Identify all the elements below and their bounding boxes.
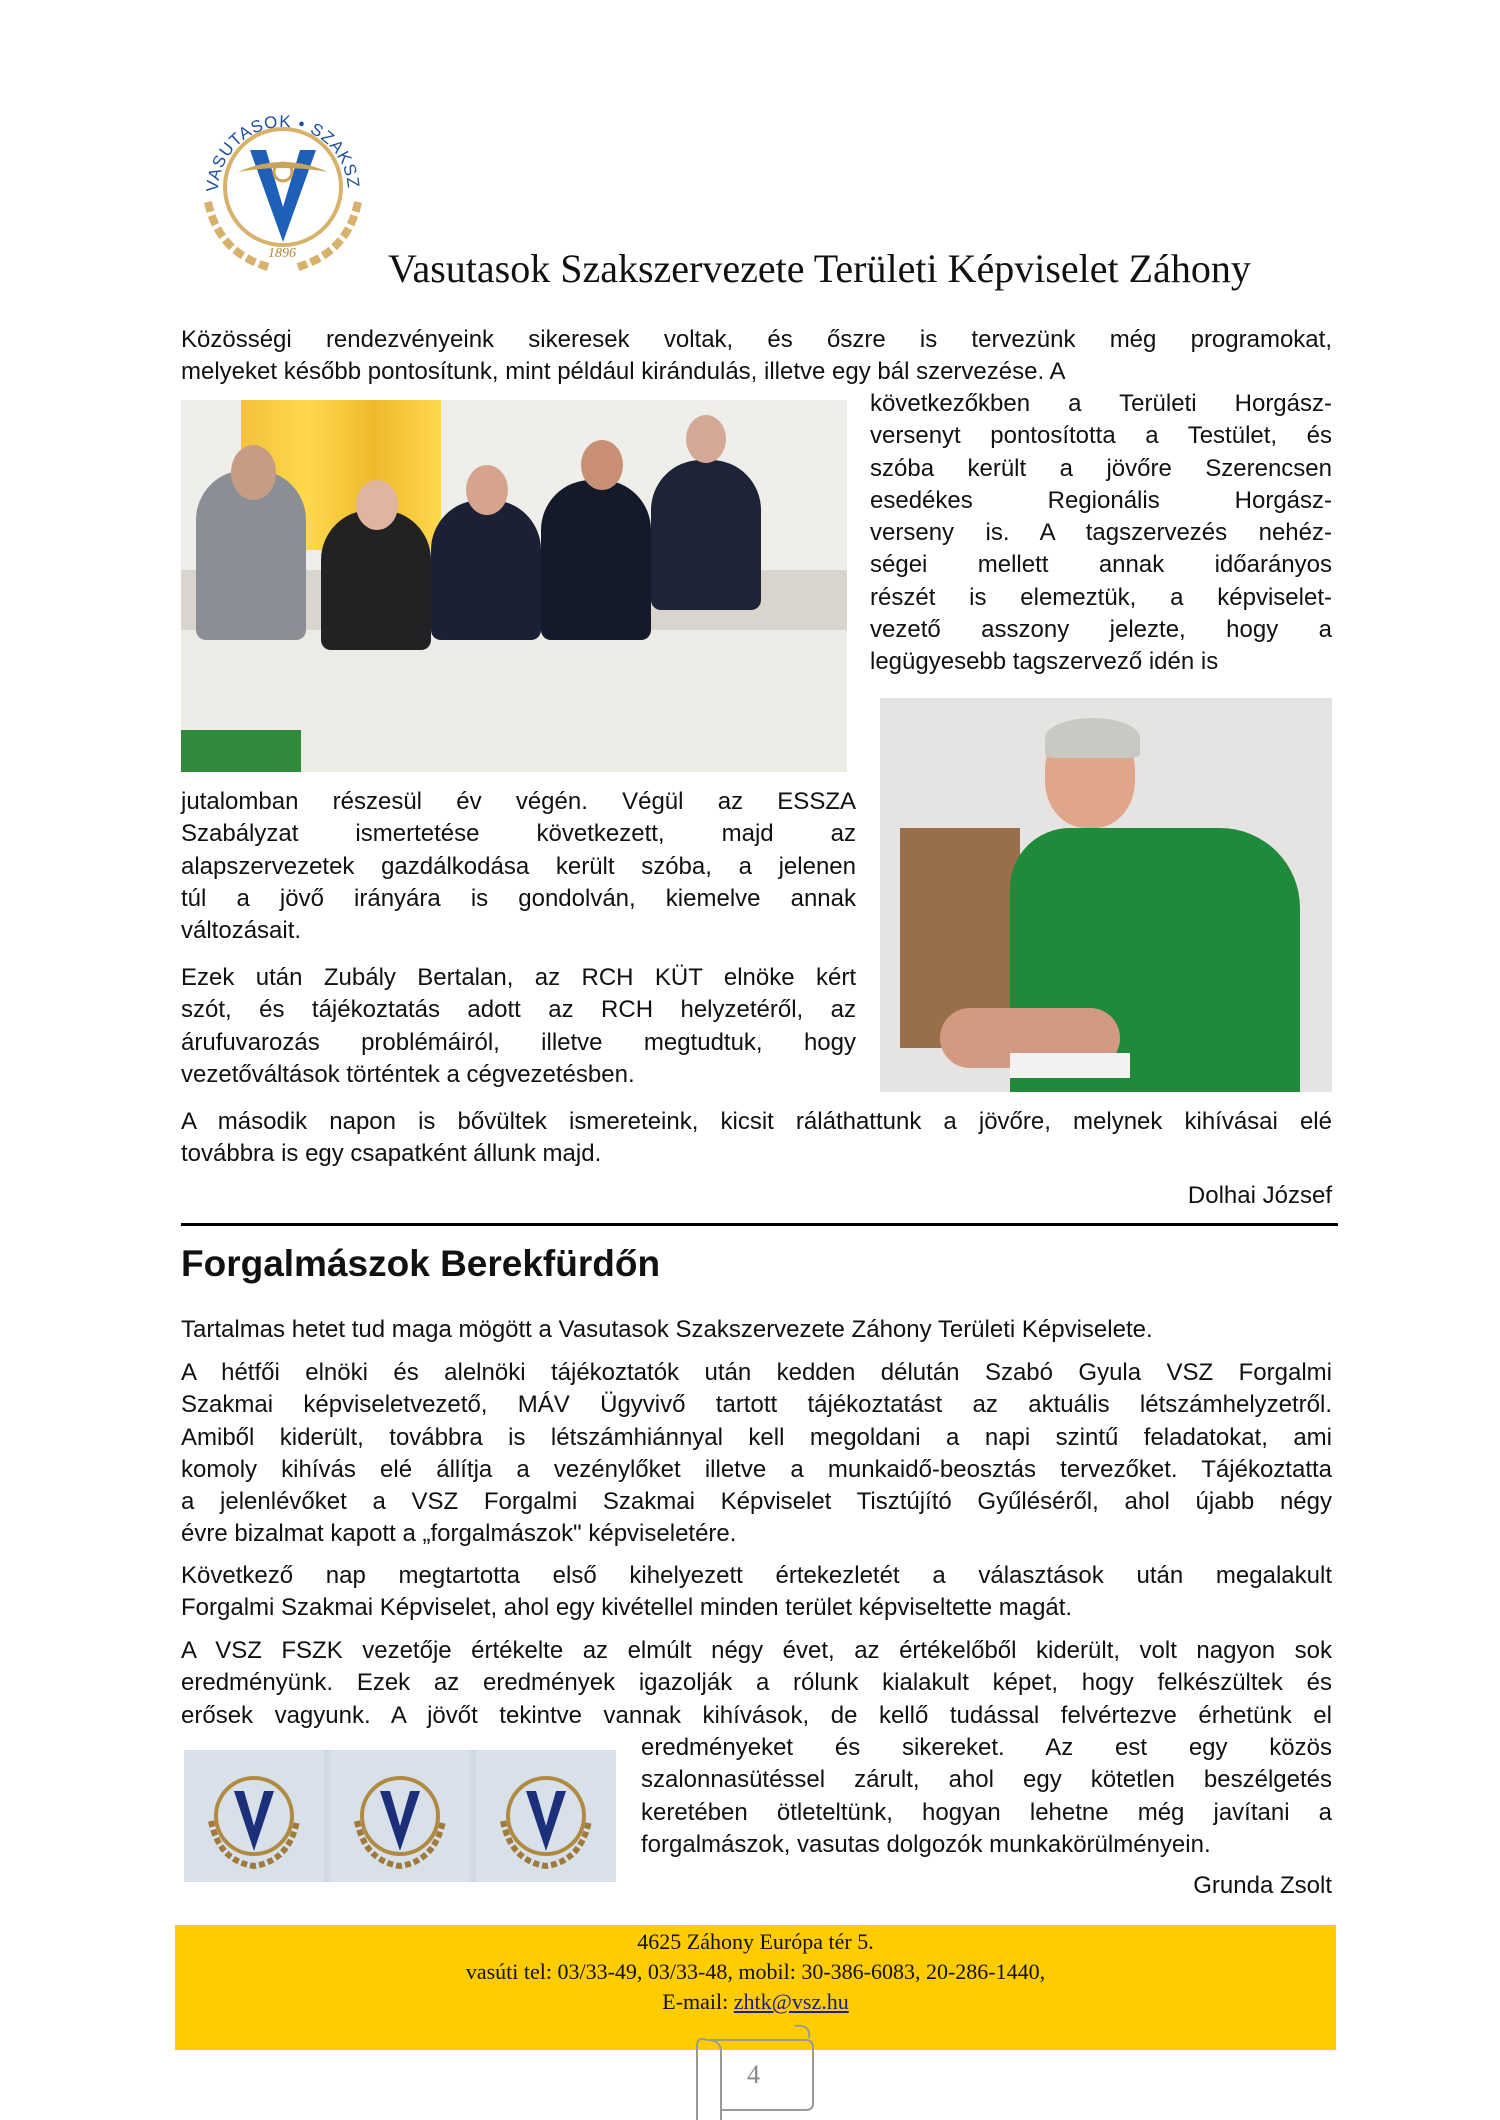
text-line: eredményeket és sikereket. Az est egy közös <box>641 1734 1332 1761</box>
text-line: túl a jövő irányára is gondolván, kiemelve annak <box>181 884 856 912</box>
speaker-photo <box>880 698 1332 1092</box>
flag-logo <box>330 1750 470 1882</box>
text-line: versenyt pontosította a Testület, és <box>870 422 1332 450</box>
text-line: Forgalmi Szakmai Képviselet, ahol egy kivétellel minden terület képviseltette magát. <box>181 1594 1073 1622</box>
text-line: Amiből kiderült, továbbra is létszámhiánnyal kell megoldani a napi szintű feladatokat, ami <box>181 1423 1332 1451</box>
text-line: komoly kihívás elé állítja a vezénylőket illetve a munkaidő-beosztás tervezőket. Tájékoztatta <box>181 1455 1332 1483</box>
text-line: évre bizalmat kapott a „forgalmászok" képviseletére. <box>181 1520 737 1548</box>
article1-author: Dolhai József <box>1187 1182 1332 1209</box>
article2-author: Grunda Zsolt <box>1193 1872 1332 1899</box>
text-line: Ezek után Zubály Bertalan, az RCH KÜT elnöke kért <box>181 964 856 991</box>
svg-text:VASUTASOK • SZAKSZERVEZETE: VASUTASOK • SZAKSZ <box>202 111 364 193</box>
text-line: Következő nap megtartotta első kihelyezett értekezletét a választások után megalakult <box>181 1562 1332 1589</box>
text-line: forgalmászok, vasutas dolgozók munkakörülményein. <box>641 1830 1211 1858</box>
text-line: A VSZ FSZK vezetője értékelte az elmúlt négy évet, az értékelőből kiderült, volt nagyon sok <box>181 1637 1332 1664</box>
footer-email-link[interactable]: zhtk@vsz.hu <box>733 1989 849 2014</box>
article2-heading: Forgalmászok Berekfürdőn <box>181 1243 661 1284</box>
text-line: alapszervezetek gazdálkodása került szóba, a jelenen <box>181 852 856 880</box>
text-line: erősek vagyunk. A jövőt tekintve vannak kihívások, de kellő tudással felvértezve érhetünk el <box>181 1701 1332 1729</box>
meeting-photo <box>181 400 847 772</box>
svg-text:1896: 1896 <box>268 246 296 261</box>
article1-right-column <box>870 388 1332 679</box>
text-line: szóba került a jövőre Szerencsen <box>870 454 1332 482</box>
footer-email-line <box>175 1987 1336 2017</box>
article1-closing <box>181 1106 1332 1171</box>
text-line: szalonnasütéssel zárult, ahol egy kötetlen beszélgetés <box>641 1766 1332 1794</box>
article2-paragraph-1 <box>181 1314 1332 1346</box>
article2-paragraph-2 <box>181 1357 1332 1551</box>
article2-paragraph-4-right <box>641 1732 1332 1861</box>
text-line: jutalomban részesül év végén. Végül az ESSZA <box>181 788 856 815</box>
text-line: továbbra is egy csapatként állunk majd. <box>181 1140 602 1168</box>
text-line: Szakmai képviseletvezető, MÁV Ügyvivő tartott tájékoztatást az aktuális létszámhelyzetről. <box>181 1391 1332 1419</box>
header-title: Vasutasok Szakszervezete Területi Képviselet Záhony <box>388 246 1251 291</box>
text-line: Közösségi rendezvényeink sikeresek voltak, és őszre is tervezünk még programokat, <box>181 326 1332 353</box>
text-line: A hétfői elnöki és alelnöki tájékoztatók után kedden délután Szabó Gyula VSZ Forgalmi <box>181 1359 1332 1386</box>
article2-paragraph-4 <box>181 1635 1332 1732</box>
text-line: keretében ötleteltünk, hogyan lehetne még javítani a <box>641 1798 1332 1826</box>
flag-logo <box>476 1750 616 1882</box>
article1-left-column-1 <box>181 786 856 947</box>
text-line: árufuvarozás problémáiról, illetve megtudtuk, hogy <box>181 1028 856 1056</box>
section-divider <box>181 1223 1338 1226</box>
text-line: részét is elemeztük, a képviselet- <box>870 583 1332 611</box>
text-line: szót, és tájékoztatás adott az RCH helyzetéről, az <box>181 996 856 1024</box>
page-number: 4 <box>747 2060 760 2089</box>
text-line: legügyesebb tagszervező idén is <box>870 648 1219 676</box>
page-number-scroll-icon <box>685 2022 825 2120</box>
footer-address: 4625 Záhony Európa tér 5. <box>637 1929 874 1954</box>
article1-left-column-2 <box>181 962 856 1091</box>
text-line: Tartalmas hetet tud maga mögött a Vasutasok Szakszervezete Záhony Területi Képviselete. <box>181 1316 1153 1343</box>
flag-logo <box>184 1750 324 1882</box>
text-line: következőkben a Területi Horgász- <box>870 390 1332 417</box>
article2-paragraph-3 <box>181 1560 1332 1625</box>
text-line: vezetőváltások történtek a cégvezetésben. <box>181 1060 635 1088</box>
text-line: melyeket később pontosítunk, mint például kirándulás, illetve egy bál szervezése. A <box>181 358 1066 386</box>
text-line: vezető asszony jelezte, hogy a <box>870 616 1332 644</box>
text-line: verseny is. A tagszervezés nehéz- <box>870 519 1332 547</box>
text-line: ségei mellett annak időarányos <box>870 551 1332 579</box>
article1-intro <box>181 324 1332 389</box>
union-logo <box>188 92 378 277</box>
text-line: A második napon is bővültek ismereteink, kicsit ráláthattunk a jövőre, melynek kihívásai elé <box>181 1108 1332 1135</box>
text-line: esedékes Regionális Horgász- <box>870 486 1332 514</box>
text-line: Szabályzat ismertetése következett, majd az <box>181 820 856 848</box>
footer-phones: vasúti tel: 03/33-49, 03/33-48, mobil: 30-386-6083, 20-286-1440, <box>465 1959 1046 1984</box>
text-line: változásait. <box>181 917 302 945</box>
footer-email-label: E-mail: <box>662 1989 734 2014</box>
text-line: a jelenlévőket a VSZ Forgalmi Szakmai Képviselet Tisztújító Gyűléséről, ahol újabb négy <box>181 1488 1332 1516</box>
text-line: eredményünk. Ezek az eredmények igazolják a rólunk kialakult képet, hogy felkészültek és <box>181 1669 1332 1697</box>
union-logo-flags-photo <box>184 1750 616 1882</box>
